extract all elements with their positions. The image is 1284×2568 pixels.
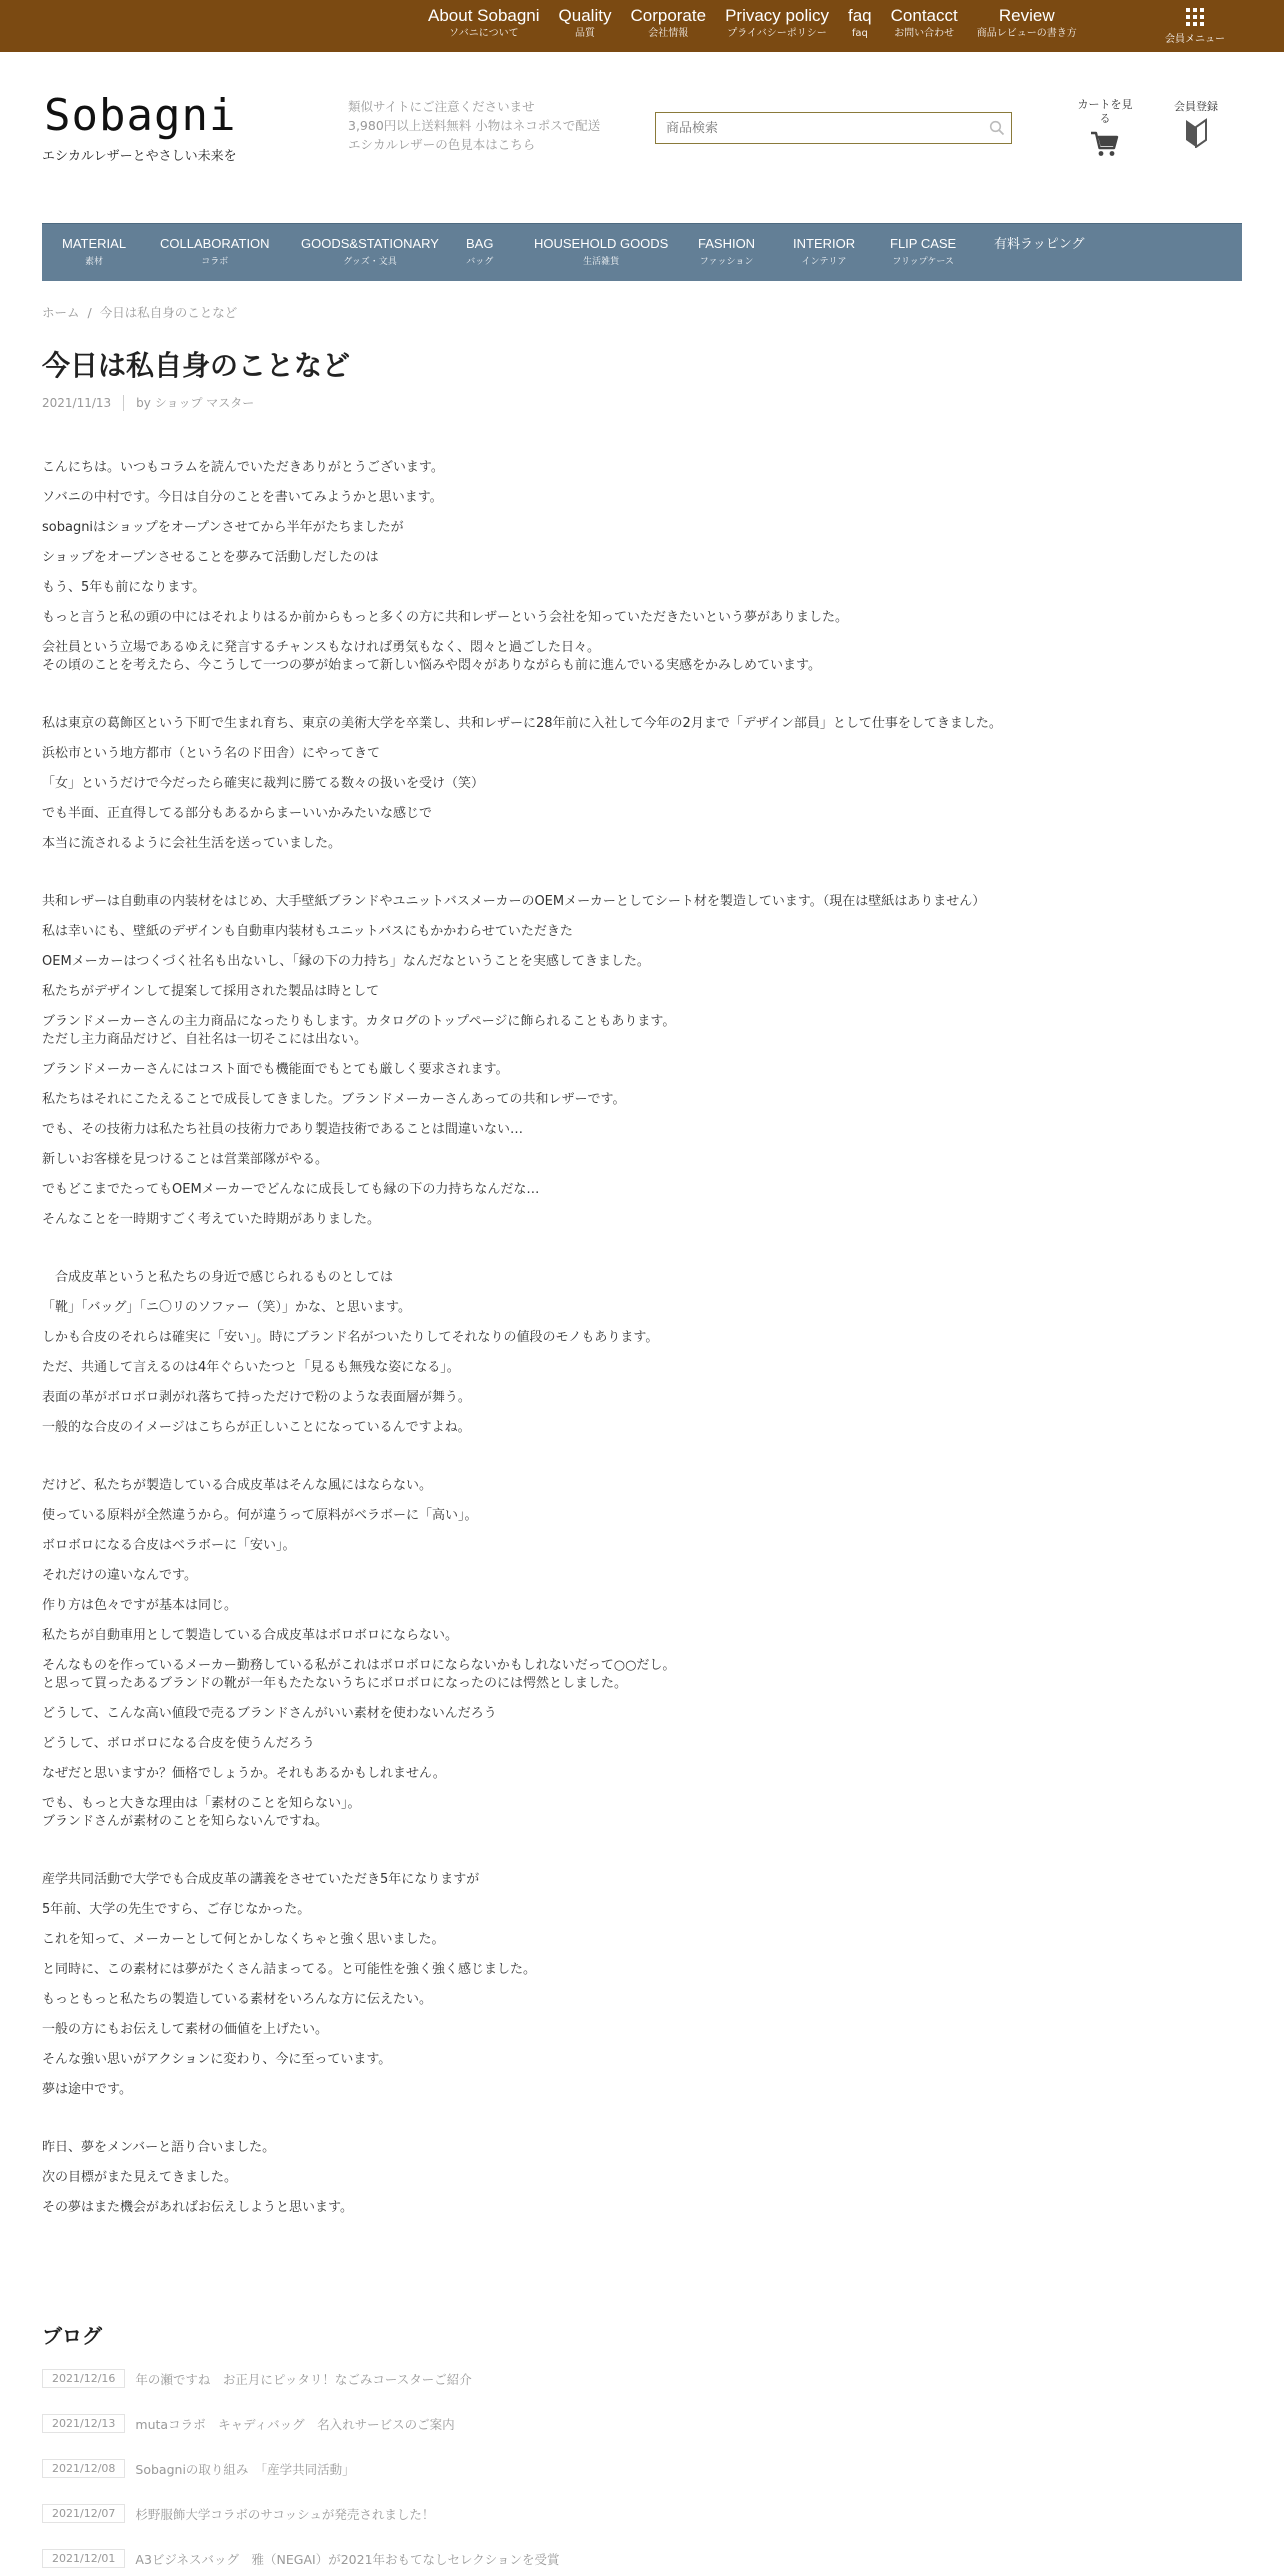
site-tagline: エシカルレザーとやさしい未来を <box>42 149 237 164</box>
topnav-label: faq <box>848 6 872 25</box>
article-line: 「女」というだけで今だったら確実に裁判に勝てる数々の扱いを受け（笑） <box>42 776 485 791</box>
breadcrumb-current: 今日は私自身のことなど <box>99 305 238 320</box>
blog-heading: ブログ <box>42 2324 102 2348</box>
top-bar <box>0 0 1284 52</box>
blog-post-title[interactable]: A3ビジネスバッグ 雅（NEGAI）が2021年おもてなしセレクションを受賞 <box>135 2551 560 2567</box>
category-nav <box>42 223 1242 281</box>
blog-post-date: 2021/12/08 <box>42 2459 125 2478</box>
member-register-label: 会員登録 <box>1174 100 1218 113</box>
article-line: 会社員という立場であるゆえに発言するチャンスもなければ勇気もなく、悶々と過ごした日々。 <box>42 640 600 655</box>
topnav-sublabel: お問い合わせ <box>894 28 955 39</box>
topnav-about[interactable] <box>428 6 540 41</box>
category-sublabel: バッグ <box>466 257 494 267</box>
topnav-sublabel: プライバシーポリシー <box>727 28 827 39</box>
article-line: OEMメーカーはつくづく社名も出ないし、「縁の下の力持ち」なんだなということを実感してきました。 <box>42 954 650 969</box>
category-label: 有料ラッピング <box>994 236 1085 251</box>
article-line: 共和レザーは自動車の内装材をはじめ、大手壁紙ブランドやユニットバスメーカーのOEMメーカーとしてシート材を製造しています。（現在は壁紙はありません） <box>42 894 986 909</box>
article-line: 浜松市という地方都市（という名のド田舎）にやってきて <box>42 746 381 761</box>
topnav-label: Privacy policy <box>725 6 829 25</box>
category-flip-case[interactable] <box>890 236 956 268</box>
category-sublabel: フリップケース <box>892 257 954 267</box>
article-line: だけど、私たちが製造している合成皮革はそんな風にはならない。 <box>42 1478 433 1493</box>
article-line: 5年前、大学の先生ですら、ご存じなかった。 <box>42 1902 311 1917</box>
blog-post[interactable] <box>42 2369 472 2388</box>
topnav-privacy[interactable] <box>725 6 829 41</box>
article-line: 作り方は色々ですが基本は同じ。 <box>42 1598 238 1613</box>
article-line: こんにちは。いつもコラムを読んでいただきありがとうございます。 <box>42 460 444 475</box>
category-sublabel: インテリア <box>801 257 847 267</box>
article-line: そんなものを作っているメーカー勤務している私がこれはボロボロにならないかもしれないだって○○だし。 <box>42 1658 676 1673</box>
blog-post-date: 2021/12/01 <box>42 2549 125 2568</box>
category-collaboration[interactable] <box>160 236 270 268</box>
article-line: 一般の方にもお伝えして素材の価値を上げたい。 <box>42 2022 329 2037</box>
article-title: 今日は私自身のことなど <box>42 349 351 382</box>
category-fashion[interactable] <box>698 236 755 268</box>
topnav-sublabel: ソバニについて <box>448 28 519 39</box>
article-line: なぜだと思いますか？価格でしょうか。それもあるかもしれません。 <box>42 1766 446 1781</box>
member-menu-label: 会員メニュー <box>1165 34 1225 45</box>
topnav-sublabel: 商品レビューの書き方 <box>976 28 1077 39</box>
article-line: もっともっと私たちの製造している素材をいろんな方に伝えたい。 <box>42 1992 433 2007</box>
category-bag[interactable] <box>466 236 493 268</box>
article-line: もう、5年も前になります。 <box>42 580 206 595</box>
search-icon[interactable] <box>989 120 1005 136</box>
article-line: ソバニの中村です。今日は自分のことを書いてみようかと思います。 <box>42 490 443 505</box>
category-label: BAG <box>466 236 494 251</box>
cart-label: カートを見る <box>1077 98 1133 125</box>
article-line: ただ、共通して言えるのは4年ぐらいたつと「見るも無残な姿になる」。 <box>42 1360 460 1375</box>
topnav-faq[interactable] <box>848 6 872 41</box>
article-line: 私たちがデザインして提案して採用された製品は時として <box>42 984 380 999</box>
article-line: 新しいお客様を見つけることは営業部隊がやる。 <box>42 1152 329 1167</box>
category-label: GOODS&STATIONARY <box>301 236 439 251</box>
article-line: その夢はまた機会があればお伝えしようと思います。 <box>42 2200 353 2215</box>
article-line: でも、もっと大きな理由は「素材のことを知らない」。 <box>42 1796 361 1811</box>
grid-menu-icon <box>1186 8 1204 26</box>
article-line: ボロボロになる合皮はベラボーに「安い」。 <box>42 1538 296 1553</box>
article-date: 2021/11/13 <box>42 395 112 410</box>
topnav-label: Review <box>998 6 1055 25</box>
notice-link[interactable]: 類似サイトにご注意くださいませ <box>348 99 535 114</box>
category-label: COLLABORATION <box>160 236 270 251</box>
blog-post-date: 2021/12/16 <box>42 2369 125 2388</box>
article-line: ただし主力商品だけど、自社名は一切そこには出ない。 <box>42 1032 368 1047</box>
topnav-label: Contacct <box>890 6 958 25</box>
category-sublabel: グッズ・文具 <box>343 257 397 267</box>
beginner-mark-icon <box>1185 118 1207 148</box>
article-line: でも半面、正直得してる部分もあるからまーいいかみたいな感じで <box>42 806 433 821</box>
topnav-sublabel: faq <box>851 28 868 39</box>
category-sublabel: 生活雑貨 <box>583 257 620 267</box>
article-line: もっと言うと私の頭の中にはそれよりはるか前からもっと多くの方に共和レザーという会社を知っていただきたいという夢がありました。 <box>42 610 849 625</box>
article-line: 昨日、夢をメンバーと語り合いました。 <box>42 2140 276 2155</box>
category-sublabel: ファッション <box>699 257 754 267</box>
cart-button[interactable] <box>1070 98 1140 158</box>
article-line: 夢は途中です。 <box>42 2082 132 2097</box>
blog-post-date: 2021/12/07 <box>42 2504 125 2523</box>
blog-post[interactable] <box>42 2459 355 2478</box>
category-material[interactable] <box>62 236 126 268</box>
article-line: でも、その技術力は私たち社員の技術力であり製造技術であることは間違いない… <box>42 1122 524 1137</box>
article-line: 私は東京の葛飾区という下町で生まれ育ち、東京の美術大学を卒業し、共和レザーに28年前に入社して今年の2月まで「デザイン部員」として仕事をしてきました。 <box>42 716 1002 731</box>
blog-post-title[interactable]: mutaコラボ キャディバッグ 名入れサービスのご案内 <box>135 2416 455 2432</box>
category-label: MATERIAL <box>62 236 127 251</box>
article-line: そんな強い思いがアクションに変わり、今に至っています。 <box>42 2052 392 2067</box>
member-menu-button[interactable] <box>1160 8 1230 45</box>
blog-post-date: 2021/12/13 <box>42 2414 125 2433</box>
search-input[interactable] <box>656 113 976 143</box>
blog-post-title[interactable]: 杉野服飾大学コラボのサコッシュが発売されました！ <box>135 2506 435 2522</box>
article-line: sobagniはショップをオープンさせてから半年がたちましたが <box>42 520 404 535</box>
blog-post-title[interactable]: Sobagniの取り組み 「産学共同活動」 <box>135 2461 355 2477</box>
article-line: 「靴」「バッグ」「ニ〇リのソファー（笑）」かな、と思います。 <box>42 1300 411 1315</box>
notice-link[interactable]: エシカルレザーの色見本はこちら <box>348 137 536 152</box>
article-line: と思って買ったあるブランドの靴が一年もたたないうちにボロボロになったのには愕然としました。 <box>42 1676 628 1691</box>
topnav-corporate[interactable] <box>630 6 706 41</box>
article-line: 私は幸いにも、壁紙のデザインも自動車内装材もユニットバスにもかかわらせていただきた <box>42 924 573 939</box>
article-line: どうして、ボロボロになる合皮を使うんだろう <box>42 1736 315 1751</box>
category-label: FASHION <box>698 236 756 251</box>
article-line: それだけの違いなんです。 <box>42 1568 197 1583</box>
article-line: これを知って、メーカーとして何とかしなくちゃと強く思いました。 <box>42 1932 445 1947</box>
top-nav <box>428 6 1077 41</box>
header-notices <box>348 97 600 154</box>
topnav-label: Corporate <box>630 6 707 25</box>
blog-post-title[interactable]: 年の瀬ですね お正月にピッタリ！なごみコースターご紹介 <box>135 2371 472 2387</box>
article-line: 使っている原料が全然違うから。何が違うって原料がベラボーに「高い」。 <box>42 1508 478 1523</box>
blog-post[interactable] <box>42 2414 455 2433</box>
article-line: 本当に流されるように会社生活を送っていました。 <box>42 836 342 851</box>
category-goods-stationary[interactable] <box>301 236 439 268</box>
category-sublabel: コラボ <box>201 257 229 267</box>
topnav-label: About Sobagni <box>428 6 540 25</box>
article-meta <box>42 394 254 411</box>
category-paid-wrapping[interactable] <box>994 236 1084 256</box>
article-line: ブランドメーカーさんの主力商品になったりもします。カタログのトップページに飾られることもあります。 <box>42 1014 676 1029</box>
search-box <box>655 112 1012 144</box>
article-line: どうして、こんな高い値段で売るブランドさんがいい素材を使わないんだろう <box>42 1706 497 1721</box>
meta-divider <box>123 395 124 411</box>
topnav-label: Quality <box>558 6 612 25</box>
article-line: と同時に、この素材には夢がたくさん詰まってる。と可能性を強く強く感じました。 <box>42 1962 537 1977</box>
article-line: 合成皮革というと私たちの身近で感じられるものとしては <box>42 1270 394 1285</box>
topnav-quality[interactable] <box>559 6 612 41</box>
category-sublabel: 素材 <box>85 257 104 267</box>
member-register-button[interactable] <box>1166 98 1226 148</box>
article-line: 私たちが自動車用として製造している合成皮革はボロボロにならない。 <box>42 1628 459 1643</box>
category-household-goods[interactable] <box>534 236 668 268</box>
topnav-sublabel: 会社情報 <box>648 28 689 39</box>
article-author: by ショップ マスター <box>136 396 255 410</box>
notice-link[interactable]: 3,980円以上送料無料 小物はネコポスで配送 <box>348 118 601 133</box>
cart-icon <box>1090 130 1120 158</box>
blog-post[interactable] <box>42 2549 560 2568</box>
article-line: ショップをオープンさせることを夢みて活動しだしたのは <box>42 550 379 565</box>
breadcrumb-separator: / <box>87 305 92 320</box>
article-line: その頃のことを考えたら、今こうして一つの夢が始まって新しい悩みや悶々がありながらも前に進んでいる実感をかみしめています。 <box>42 658 821 673</box>
article-line: 一般的な合皮のイメージはこちらが正しいことになっているんですよね。 <box>42 1420 471 1435</box>
topnav-sublabel: 品質 <box>575 28 595 39</box>
article-line: 産学共同活動で大学でも合成皮革の講義をさせていただき5年になりますが <box>42 1872 480 1887</box>
category-label: HOUSEHOLD GOODS <box>534 236 669 251</box>
blog-post[interactable] <box>42 2504 434 2523</box>
breadcrumb-home[interactable]: ホーム <box>42 305 80 320</box>
article-line: ブランドさんが素材のことを知らないんですね。 <box>42 1814 329 1829</box>
article-line: そんなことを一時期すごく考えていた時期がありました。 <box>42 1212 381 1227</box>
topnav-contact[interactable] <box>891 6 958 41</box>
topnav-review[interactable] <box>977 6 1077 41</box>
category-label: FLIP CASE <box>890 236 957 251</box>
article-line: ブランドメーカーさんにはコスト面でも機能面でもとても厳しく要求されます。 <box>42 1062 509 1077</box>
article-line: 次の目標がまた見えてきました。 <box>42 2170 238 2185</box>
article-line: 表面の革がボロボロ剥がれ落ちて持っただけで粉のような表面層が舞う。 <box>42 1390 471 1405</box>
category-label: INTERIOR <box>793 236 856 251</box>
article-line: でもどこまでたってもOEMメーカーでどんなに成長しても縁の下の力持ちなんだな… <box>42 1182 540 1197</box>
site-logo[interactable]: Sobagni <box>44 90 237 141</box>
article-line: 私たちはそれにこたえることで成長してきました。ブランドメーカーさんあっての共和レザーです。 <box>42 1092 626 1107</box>
category-interior[interactable] <box>793 236 855 268</box>
article-line: しかも合皮のそれらは確実に「安い」。時にブランド名がついたりしてそれなりの値段のモノもあります。 <box>42 1330 659 1345</box>
breadcrumb <box>42 303 237 321</box>
